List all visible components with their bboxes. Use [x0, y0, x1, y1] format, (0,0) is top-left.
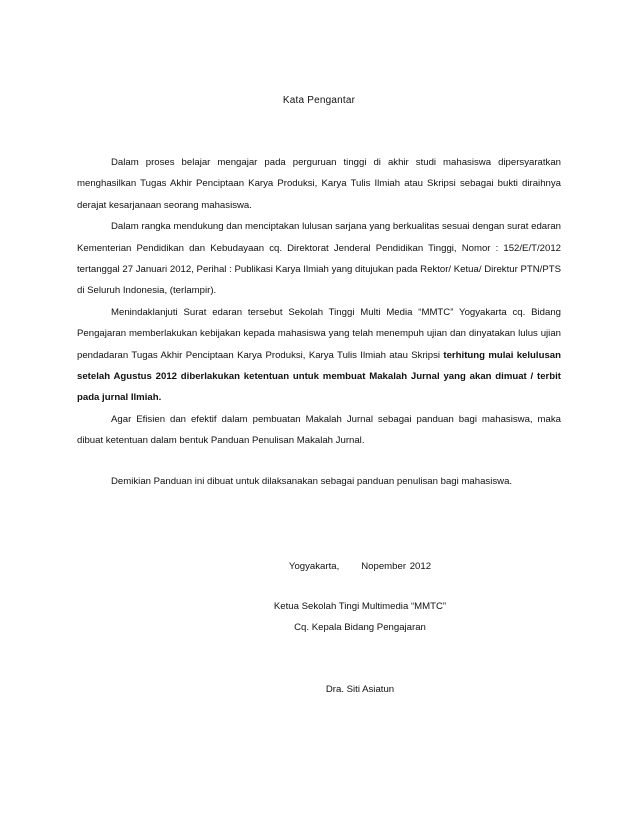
document-title: Kata Pengantar: [282, 95, 356, 106]
paragraph-3-text: Menindaklanjuti Surat edaran tersebut Sekolah Tinggi Multi Media “MMTC” Yogyakarta cq. Bidang Pengajaran memberlakukan kebijakan kepada mahasiswa yang telah menempuh ujian dan dinyatakan lulus ujian pendadaran Tugas Akhir Penciptaan Karya Produksi, Karya Tulis Ilmiah atau Skripsi: [77, 306, 561, 361]
document-body: [77, 152, 561, 452]
paragraph-2: Dalam rangka mendukung dan menciptakan lulusan sarjana yang berkualitas sesuai dengan surat edaran Kementerian Pendidikan dan Kebudayaan cq. Direktorat Jenderal Pendidikan Tinggi, Nomor : 152/E/T/2012 tertanggal 27 Januari 2012, Perihal : Publikasi Karya Ilmiah yang ditujukan pada Rektor/ Ketua/ Direktur PTN/PTS di Seluruh Indonesia, (terlampir).: [77, 221, 561, 297]
paragraph-4: Agar Efisien dan efektif dalam pembuatan Makalah Jurnal sebagai panduan bagi mahasiswa, maka dibuat ketentuan dalam bentuk Panduan Penulisan Makalah Jurnal.: [77, 413, 561, 447]
signature-city: Yogyakarta,: [288, 561, 340, 572]
signature-unit: Cq. Kepala Bidang Pengajaran: [294, 622, 426, 633]
closing-paragraph: Demikian Panduan ini dibuat untuk dilaksanakan sebagai panduan penulisan bagi mahasiswa.: [111, 476, 513, 487]
paragraph-1: Dalam proses belajar mengajar pada perguruan tinggi di akhir studi mahasiswa dipersyaratkan menghasilkan Tugas Akhir Penciptaan Karya Produksi, Karya Tulis Ilmiah atau Skripsi sebagai bukti diraihnya derajat kesarjanaan seorang mahasiswa.: [77, 157, 561, 211]
paragraph-3-bold-text: terhitung mulai kelulusan setelah Agustus 2012 diberlakukan ketentuan untuk membuat Makalah Jurnal yang akan dimuat / terbit pada jurnal Ilmiah.: [77, 349, 561, 404]
signature-position: Ketua Sekolah Tingi Multimedia “MMTC”: [273, 601, 447, 612]
paragraph-3: [77, 302, 561, 409]
signature-place-date: [180, 561, 540, 572]
signature-name: Dra. Siti Asiatun: [325, 684, 395, 695]
signature-date: Nopember 2012: [361, 561, 432, 572]
